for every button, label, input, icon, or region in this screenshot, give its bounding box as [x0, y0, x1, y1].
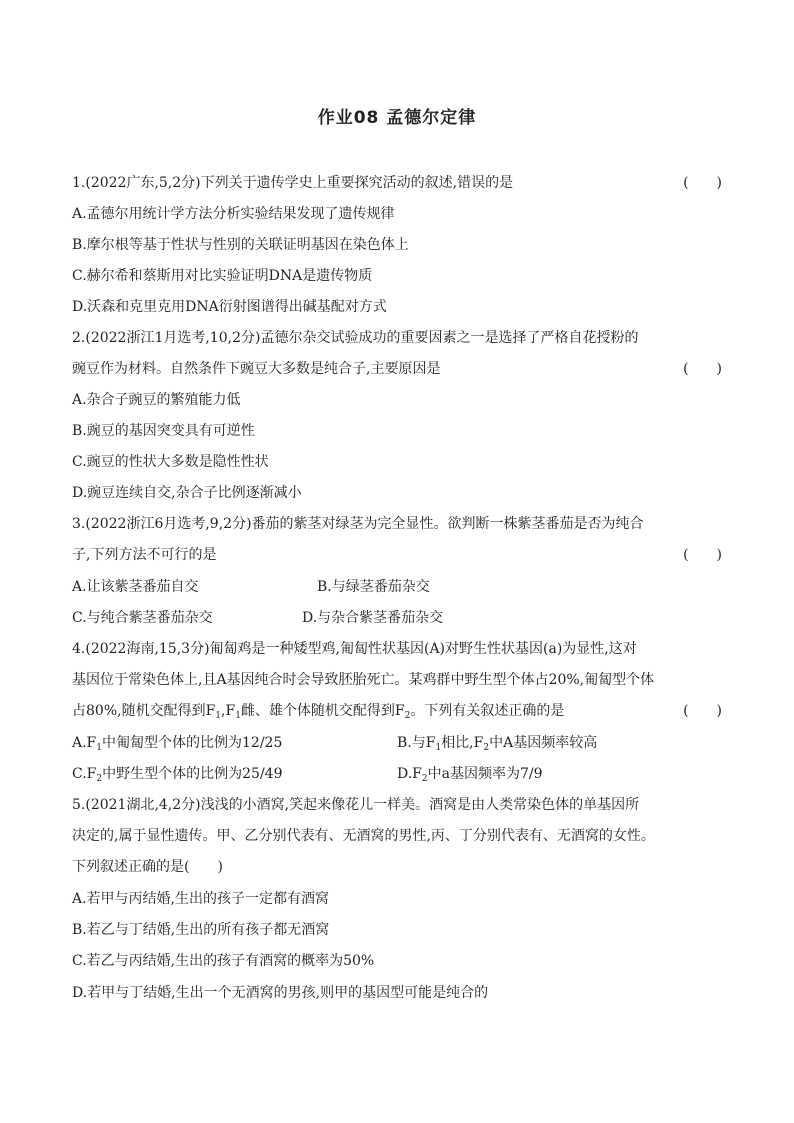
- question-5-option-b: B.若乙与丁结婚,生出的所有孩子都无酒窝: [72, 922, 330, 938]
- question-5-option-a: A.若甲与丙结婚,生出的孩子一定都有酒窝: [72, 891, 330, 907]
- question-3-option-a: A.让该紫茎番茄自交: [72, 579, 199, 595]
- question-2-stem-line-2: 豌豆作为材料。自然条件下豌豆大多数是纯合子,主要原因是 ( ): [72, 358, 722, 380]
- question-1-option-d: D.沃森和克里克用DNA衍射图谱得出碱基配对方式: [72, 299, 387, 315]
- question-4-option-b: B.与$F_1$相比$,F_2$中A基因频率较高: [397, 735, 598, 753]
- question-4-option-d: $D.F_2$中a基因频率为7/9: [397, 766, 543, 784]
- answer-blank: ( ): [683, 547, 722, 563]
- question-2-option-d: D.豌豆连续自交,杂合子比例逐渐减小: [72, 485, 302, 501]
- answer-blank: ( ): [683, 703, 722, 719]
- question-3-options-row-2: [72, 607, 722, 629]
- question-4-options-row-1: [72, 732, 722, 754]
- question-2-option-a: A.杂合子豌豆的繁殖能力低: [72, 392, 241, 408]
- question-3-options-row-1: [72, 576, 722, 598]
- answer-blank: ( ): [683, 175, 722, 191]
- question-1-option-c: C.赫尔希和蔡斯用对比实验证明DNA是遗传物质: [72, 268, 373, 284]
- question-1-stem: 1.(2022广东,5,2分)下列关于遗传学史上重要探究活动的叙述,错误的是 ( ): [72, 172, 722, 194]
- question-4-option-c: $C.F_2$中野生型个体的比例为25/49: [72, 766, 283, 784]
- question-4-options-row-2: [72, 763, 722, 785]
- question-3-stem-line-2: 子,下列方法不可行的是 ( ): [72, 544, 722, 566]
- question-1-option-a: A.孟德尔用统计学方法分析实验结果发现了遗传规律: [72, 206, 395, 222]
- question-3-option-b: B.与绿茎番茄杂交: [317, 579, 430, 595]
- answer-blank: ( ): [683, 361, 722, 377]
- question-5-stem-line-1: 5.(2021湖北,4,2分)浅浅的小酒窝,笑起来像花儿一样美。酒窝是由人类常染色体的单基因所: [72, 797, 640, 813]
- page-title: 作业08 孟德尔定律: [317, 108, 477, 128]
- question-4-option-a: $A.F_1$中匍匐型个体的比例为12/25: [72, 735, 283, 753]
- question-5-option-d: D.若甲与丁结婚,生出一个无酒窝的男孩,则甲的基因型可能是纯合的: [72, 985, 489, 1001]
- question-1-option-b: B.摩尔根等基于性状与性别的关联证明基因在染色体上: [72, 237, 409, 253]
- question-4-stem-line-3: 占80%,随机交配得到$F_1,F_1$雌、雄个体随机交配得到$F_2$。下列有关叙述正确的是 ( ): [72, 700, 722, 722]
- question-5-stem-line-2: 决定的,属于显性遗传。甲、乙分别代表有、无酒窝的男性,丙、丁分别代表有、无酒窝的女性。: [72, 828, 655, 844]
- question-5-option-c: C.若乙与丙结婚,生出的孩子有酒窝的概率为50%: [72, 953, 375, 969]
- question-4-stem-line-2: 基因位于常染色体上,且A基因纯合时会导致胚胎死亡。某鸡群中野生型个体占20%,匍匐型个体: [72, 672, 655, 688]
- question-3-option-c: C.与纯合紫茎番茄杂交: [72, 610, 213, 626]
- question-2-option-c: C.豌豆的性状大多数是隐性性状: [72, 454, 269, 470]
- question-5-stem-line-3: 下列叙述正确的是( ): [72, 859, 223, 875]
- question-2-stem-line-1: 2.(2022浙江1月选考,10,2分)孟德尔杂交试验成功的重要因素之一是选择了严格自花授粉的: [72, 330, 639, 346]
- question-3-option-d: D.与杂合紫茎番茄杂交: [302, 610, 444, 626]
- question-3-stem-line-1: 3.(2022浙江6月选考,9,2分)番茄的紫茎对绿茎为完全显性。欲判断一株紫茎番茄是否为纯合: [72, 516, 644, 532]
- question-4-stem-line-1: 4.(2022海南,15,3分)匍匐鸡是一种矮型鸡,匍匐性状基因(A)对野生性状基因(a)为显性,这对: [72, 641, 637, 657]
- question-2-option-b: B.豌豆的基因突变具有可逆性: [72, 423, 255, 439]
